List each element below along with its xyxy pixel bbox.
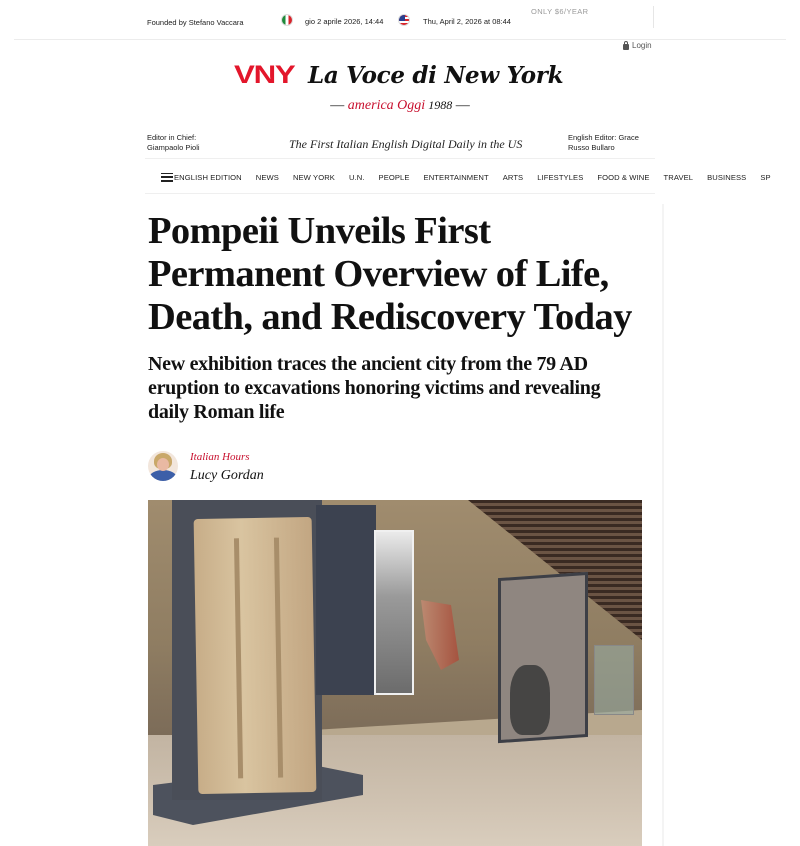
logo-mark: VNY (234, 60, 295, 89)
divider (653, 6, 654, 28)
article-subheadline: New exhibition traces the ancient city from the 79 AD eruption to excavations honoring victims and revealing daily Roman life (148, 353, 601, 423)
english-editor-line2: Russo Bullaro (568, 143, 615, 152)
login-link[interactable] (623, 41, 652, 50)
english-editor (568, 133, 639, 153)
nav-item-travel[interactable]: TRAVEL (663, 172, 694, 182)
date-us: Thu, April 2, 2026 at 08:44 (423, 17, 511, 26)
tagline-year: 1988 (425, 98, 453, 112)
nav-item-english-edition[interactable]: ENGLISH EDITION (174, 172, 242, 182)
top-bar (0, 0, 800, 40)
lock-icon (623, 44, 629, 50)
subscription-promo-link[interactable]: ONLY $6/YEAR (531, 7, 589, 16)
editor-in-chief-label: Editor in Chief: (147, 133, 197, 142)
nav-item-un[interactable]: U.N. (348, 172, 365, 182)
divider (145, 158, 655, 159)
nav-item-food-wine[interactable]: FOOD & WINE (597, 172, 650, 182)
founded-by-text: Founded by Stefano Vaccara (147, 18, 244, 27)
hamburger-menu-icon[interactable] (161, 173, 173, 182)
italy-flag-icon (281, 14, 293, 26)
us-flag-icon (398, 14, 410, 26)
tagline-dash: — (452, 98, 470, 113)
divider (145, 193, 655, 194)
author-link[interactable]: Lucy Gordan (190, 468, 264, 483)
column-link[interactable]: Italian Hours (190, 451, 250, 463)
logo-name: La Voce di New York (308, 61, 564, 89)
main-nav (161, 170, 785, 184)
date-italy: gio 2 aprile 2026, 14:44 (305, 17, 384, 26)
nav-item-business[interactable]: BUSINESS (707, 172, 747, 182)
tagline-dash: — (330, 98, 348, 113)
article-hero-image (148, 500, 642, 846)
nav-item-news[interactable]: NEWS (255, 172, 279, 182)
tagline-brand: america Oggi (347, 98, 426, 113)
login-label: Login (632, 41, 652, 50)
nav-item-arts[interactable]: ARTS (502, 172, 524, 182)
author-avatar[interactable] (148, 451, 178, 481)
nav-item-new-york[interactable]: NEW YORK (292, 172, 335, 182)
english-editor-line1: English Editor: Grace (568, 133, 639, 142)
nav-item-people[interactable]: PEOPLE (378, 172, 410, 182)
nav-item-lifestyles[interactable]: LIFESTYLES (537, 172, 584, 182)
sidebar-divider (662, 204, 664, 846)
nav-item-entertainment[interactable]: ENTERTAINMENT (423, 172, 489, 182)
site-slogan: The First Italian English Digital Daily in the US (289, 137, 523, 151)
nav-item-sports[interactable]: SP (760, 172, 771, 182)
editor-in-chief-name: Giampaolo Pioli (147, 143, 200, 152)
site-logo[interactable] (234, 60, 563, 90)
divider (14, 39, 786, 40)
editor-in-chief (147, 133, 200, 153)
article-headline: Pompeii Unveils First Permanent Overview of Life, Death, and Rediscovery Today (148, 210, 632, 338)
masthead-tagline (0, 98, 800, 114)
